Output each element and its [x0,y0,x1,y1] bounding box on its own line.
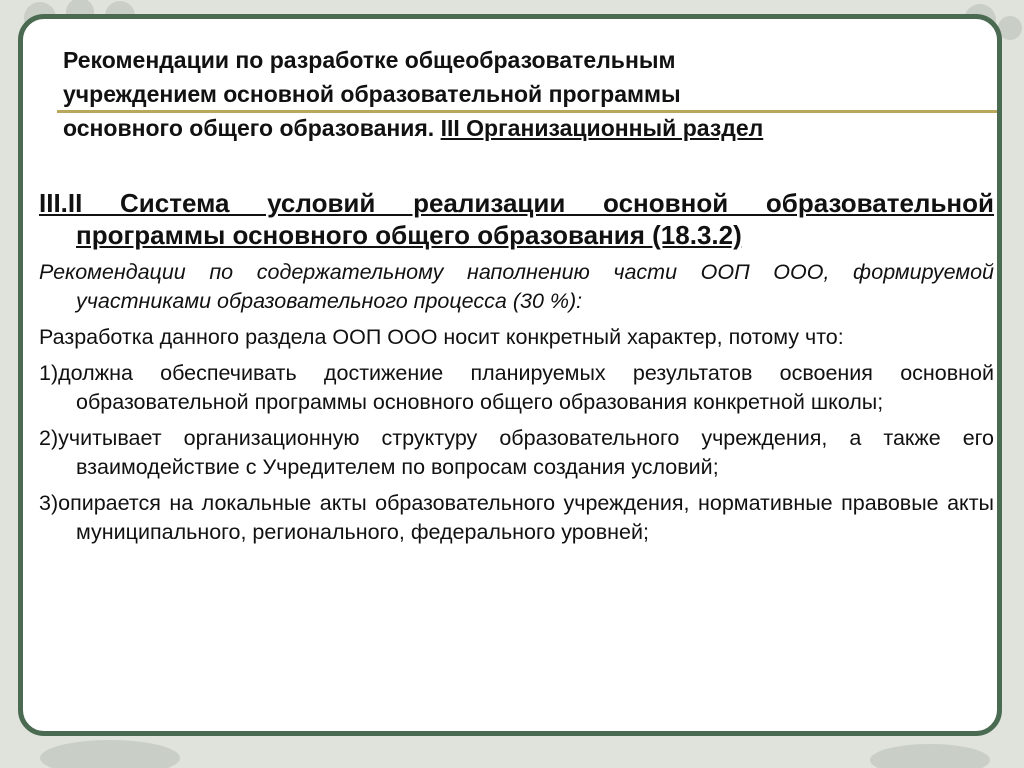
title-section-label: III Организационный раздел [440,115,764,141]
list-item-2: 2)учитывает организационную структуру образовательного учреждения, а также его взаимодействие с Учредителем по вопросам создания условий; [39,426,994,479]
section-heading: III.II Система условий реализации основной образовательной программы основного общего образования (18.3.2) [39,188,994,250]
title-line-3 [63,111,963,145]
slide-title [63,43,963,145]
list-item-1: 1)должна обеспечивать достижение планируемых результатов освоения основной образовательной программы основного общего образования конкретной школы; [39,361,994,414]
slide-body [39,187,994,554]
list-item-3: 3)опирается на локальные акты образовательного учреждения, нормативные правовые акты муниципального, регионального, федерального уровней; [39,491,994,544]
title-line-3-text: основного общего образования. [63,115,435,141]
slide-frame [18,14,1002,736]
intro-italic-text: Рекомендации по содержательному наполнению части ООП ООО, формируемой участниками образовательного процесса (30 %): [39,260,994,313]
body-paragraph: Разработка данного раздела ООП ООО носит конкретный характер, потому что: [39,325,844,349]
title-line-2: учреждением основной образовательной программы [63,81,681,107]
title-divider-rule [57,110,1002,113]
title-line-1: Рекомендации по разработке общеобразовательным [63,47,676,73]
